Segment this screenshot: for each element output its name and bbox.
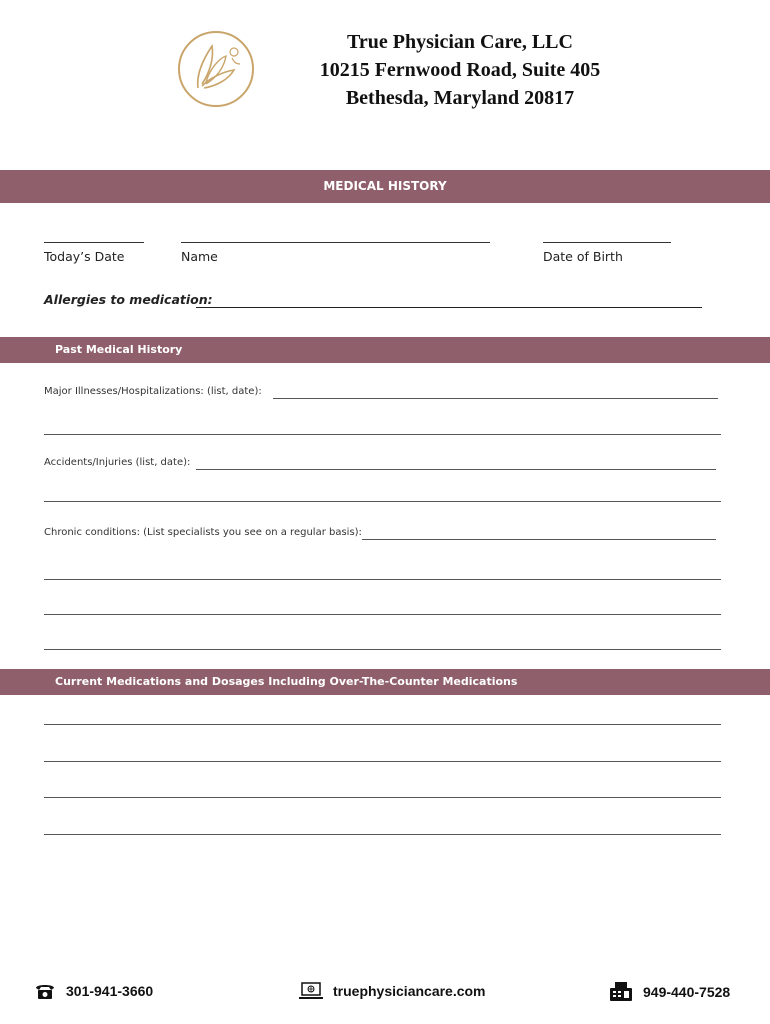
phone-number[interactable]: 301-941-3660: [66, 983, 154, 999]
past-medical-history-heading: Past Medical History: [55, 343, 183, 356]
major-illnesses-label: Major Illnesses/Hospitalizations: (list, date):: [44, 386, 262, 397]
chronic-conditions-line-4[interactable]: [44, 649, 721, 650]
fax-icon: [609, 982, 633, 1002]
current-medications-heading: Current Medications and Dosages Including Over-The-Counter Medications: [55, 675, 518, 688]
website-link[interactable]: truephysiciancare.com: [333, 983, 486, 999]
name-label: Name: [181, 249, 218, 264]
medications-line-3[interactable]: [44, 797, 721, 798]
accidents-line[interactable]: [196, 469, 716, 470]
medical-history-banner: [0, 170, 770, 203]
phone-icon: [34, 982, 56, 1000]
allergies-line[interactable]: [196, 307, 702, 308]
footer-fax: [609, 982, 730, 1002]
address-line-2: Bethesda, Maryland 20817: [345, 87, 575, 109]
todays-date-line[interactable]: [44, 242, 144, 243]
date-of-birth-line[interactable]: [543, 242, 671, 243]
fax-number[interactable]: 949-440-7528: [643, 984, 731, 1000]
chronic-conditions-line[interactable]: [362, 539, 716, 540]
chronic-conditions-line-3[interactable]: [44, 614, 721, 615]
chronic-conditions-label: Chronic conditions: (List specialists you see on a regular basis):: [44, 527, 362, 538]
chronic-conditions-line-2[interactable]: [44, 579, 721, 580]
form-title: MEDICAL HISTORY: [323, 179, 447, 193]
practice-name: True Physician Care, LLC: [347, 31, 573, 53]
computer-icon: [299, 982, 323, 1000]
footer-phone: [34, 982, 153, 1000]
major-illnesses-line-2[interactable]: [44, 434, 721, 435]
medications-line-2[interactable]: [44, 761, 721, 762]
medications-line-4[interactable]: [44, 834, 721, 835]
todays-date-label: Today’s Date: [44, 249, 125, 264]
date-of-birth-label: Date of Birth: [543, 249, 623, 264]
practice-header: [270, 28, 650, 112]
major-illnesses-line[interactable]: [273, 398, 718, 399]
name-line[interactable]: [181, 242, 490, 243]
accidents-label: Accidents/Injuries (list, date):: [44, 457, 191, 468]
address-line-1: 10215 Fernwood Road, Suite 405: [319, 59, 601, 81]
current-medications-banner: [0, 669, 770, 695]
practice-logo: [176, 28, 256, 110]
allergies-label: Allergies to medication:: [44, 292, 213, 307]
medications-line-1[interactable]: [44, 724, 721, 725]
past-medical-history-banner: [0, 337, 770, 363]
footer-website: [299, 982, 486, 1000]
accidents-line-2[interactable]: [44, 501, 721, 502]
